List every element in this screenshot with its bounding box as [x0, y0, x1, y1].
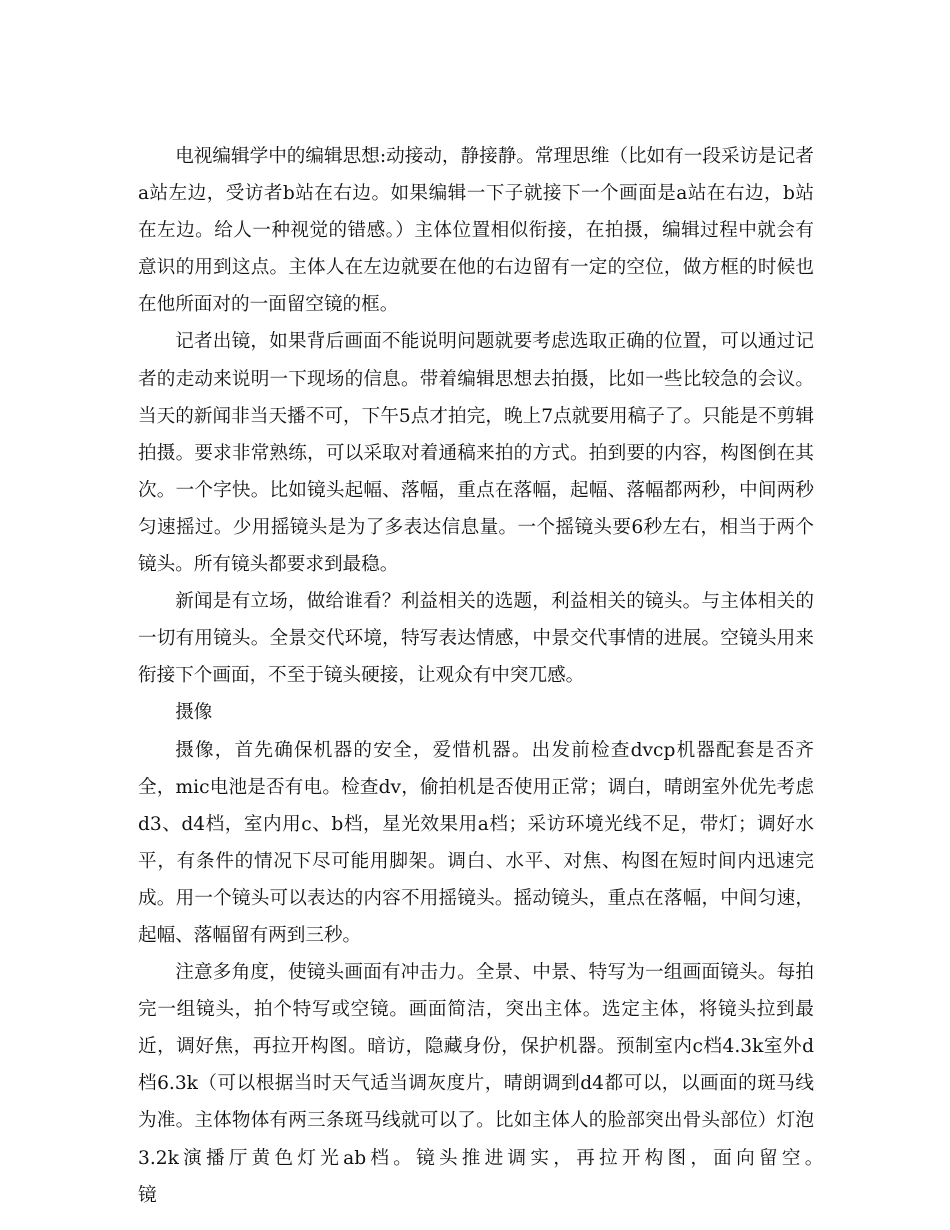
- paragraph-reporter-on-camera: 记者出镜，如果背后画面不能说明问题就要考虑选取正确的位置，可以通过记者的走动来说明一下现场的信息。带着编辑思想去拍摄，比如一些比较急的会议。当天的新闻非当天播不可，下午5点才拍完，晚上7点就要用稿子了。只能是不剪辑拍摄。要求非常熟练，可以采取对着通稿来拍的方式。拍到要的内容，构图倒在其次。一个字快。比如镜头起幅、落幅，重点在落幅，起幅、落幅都两秒，中间两秒匀速摇过。少用摇镜头是为了多表达信息量。一个摇镜头要6秒左右，相当于两个镜头。所有镜头都要求到最稳。: [138, 331, 814, 576]
- paragraph-news-stance: 新闻是有立场，做给谁看？利益相关的选题，利益相关的镜头。与主体相关的一切有用镜头。全景交代环境，特写表达情感，中景交代事情的进展。空镜头用来衔接下个画面，不至于镜头硬接，让观众有中突兀感。: [138, 591, 814, 687]
- paragraph-editing-thought: 电视编辑学中的编辑思想:动接动，静接静。常理思维（比如有一段采访是记者a站左边，受访者b站在右边。如果编辑一下子就接下一个画面是a站在右边，b站在左边。给人一种视觉的错感。）主体位置相似衔接，在拍摄，编辑过程中就会有意识的用到这点。主体人在左边就要在他的右边留有一定的空位，做方框的时候也在他所面对的一面留空镜的框。: [138, 146, 814, 316]
- paragraph-angles-and-white-balance: 注意多角度，使镜头画面有冲击力。全景、中景、特写为一组画面镜头。每拍完一组镜头，拍个特写或空镜。画面简洁，突出主体。选定主体，将镜头拉到最近，调好焦，再拉开构图。暗访，隐藏身份，保护机器。预制室内c档4.3k室外d档6.3k（可以根据当时天气适当调灰度片，晴朗调到d4都可以，以画面的斑马线为准。主体物体有两三条斑马线就可以了。比如主体人的脸部突出骨头部位）灯泡3.2k演播厅黄色灯光ab档。镜头推进调实，再拉开构图，面向留空。 镜: [138, 962, 926, 1206]
- body-text: [138, 138, 926, 1214]
- paragraph-camera-operation: 摄像，首先确保机器的安全，爱惜机器。出发前检查dvcp机器配套是否齐全，mic电池是否有电。检查dv，偷拍机是否使用正常；调白，晴朗室外优先考虑d3、d4档，室内用c、b档，星光效果用a档；采访环境光线不足，带灯；调好水平，有条件的情况下尽可能用脚架。调白、水平、对焦、构图在短时间内迅速完成。用一个镜头可以表达的内容不用摇镜头。摇动镜头，重点在落幅，中间匀速，起幅、落幅留有两到三秒。: [138, 739, 814, 946]
- section-heading-camera: 摄像: [175, 702, 213, 724]
